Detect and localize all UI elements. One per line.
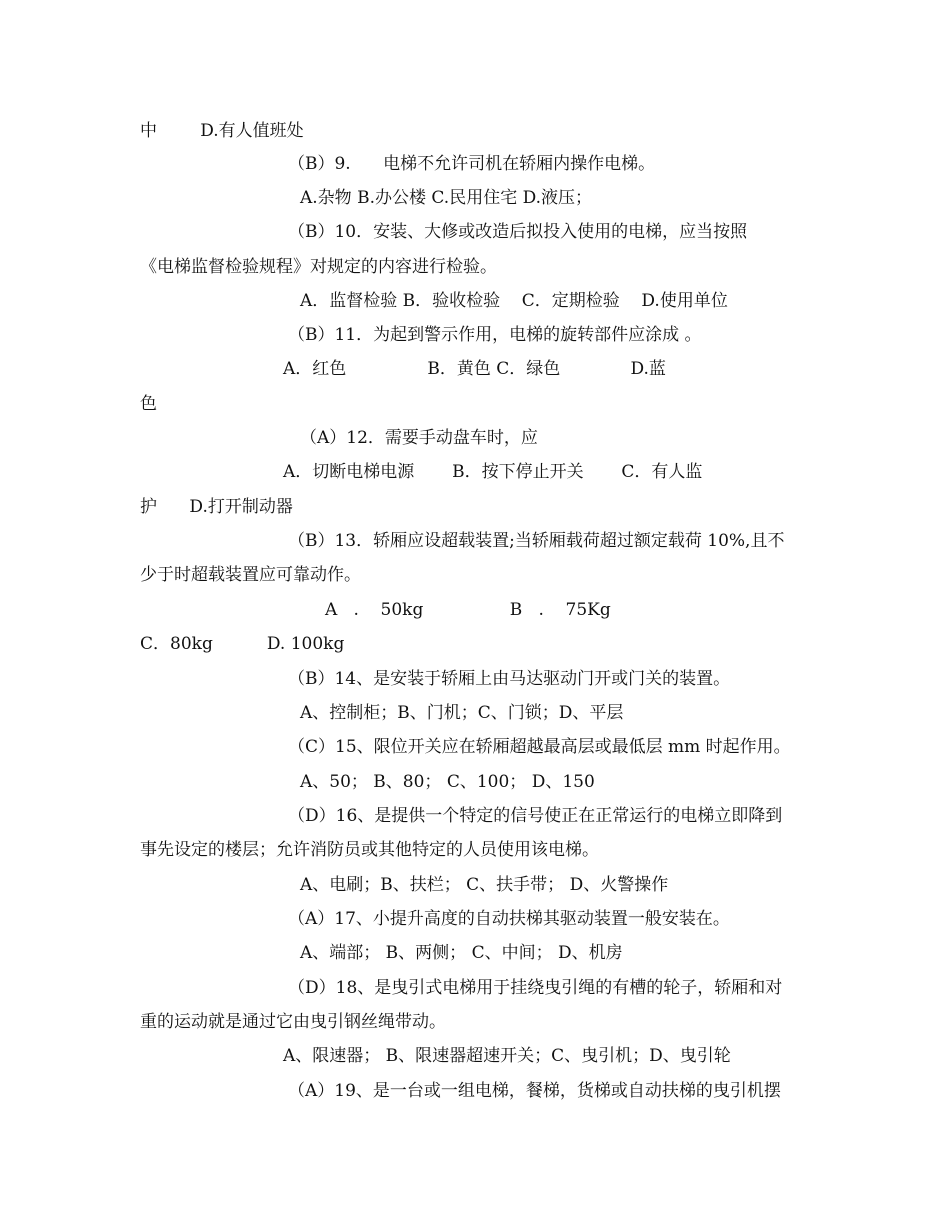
text-line: （B）9. 电梯不允许司机在轿厢内操作电梯。 bbox=[288, 154, 656, 174]
text-line: 护 D.打开制动器 bbox=[140, 497, 293, 517]
text-line: A、50； B、80； C、100； D、150 bbox=[300, 772, 595, 792]
text-line: A．切断电梯电源 B．按下停止开关 C．有人监 bbox=[283, 462, 703, 482]
text-line: （C）15、限位开关应在轿厢超越最高层或最低层 mm 时起作用。 bbox=[288, 737, 791, 757]
text-line: A.杂物 B.办公楼 C.民用住宅 D.液压； bbox=[300, 188, 593, 208]
text-line: C．80kg D. 100kg bbox=[140, 634, 345, 654]
text-line: 重的运动就是通过它由曳引钢丝绳带动。 bbox=[140, 1012, 446, 1032]
text-line: （D）18、是曳引式电梯用于挂绕曳引绳的有槽的轮子，轿厢和对 bbox=[288, 978, 783, 998]
text-line: A、端部； B、两侧； C、中间； D、机房 bbox=[300, 943, 623, 963]
text-line: A．监督检验 B．验收检验 C．定期检验 D.使用单位 bbox=[300, 291, 728, 311]
text-line: 事先设定的楼层；允许消防员或其他特定的人员使用该电梯。 bbox=[140, 840, 599, 860]
text-line: 中 D.有人值班处 bbox=[140, 121, 304, 141]
text-line: A．红色 B．黄色 C．绿色 D.蓝 bbox=[283, 359, 666, 379]
text-line: （A）19、是一台或一组电梯，餐梯，货梯或自动扶梯的曳引机摆 bbox=[288, 1081, 781, 1101]
text-line: A、限速器； B、限速器超速开关；C、曳引机；D、曳引轮 bbox=[283, 1046, 731, 1066]
text-line: （D）16、是提供一个特定的信号使正在正常运行的电梯立即降到 bbox=[288, 806, 783, 826]
text-line: 少于时超载装置应可靠动作。 bbox=[140, 565, 361, 585]
text-line: （B）10．安装、大修或改造后拟投入使用的电梯，应当按照 bbox=[288, 222, 748, 242]
text-line: A、电刷；B、扶栏； C、扶手带； D、火警操作 bbox=[300, 875, 669, 895]
text-line: 色 bbox=[140, 394, 157, 414]
text-line: 《电梯监督检验规程》对规定的内容进行检验。 bbox=[140, 257, 497, 277]
text-line: （B）14、是安装于轿厢上由马达驱动门开或门关的装置。 bbox=[288, 669, 731, 689]
text-line: A、控制柜；B、门机；C、门锁；D、平层 bbox=[300, 703, 624, 723]
text-line: A . 50kg B . 75Kg bbox=[325, 600, 611, 620]
text-line: （B）11．为起到警示作用，电梯的旋转部件应涂成 。 bbox=[288, 325, 702, 345]
text-line: （A）12．需要手动盘车时，应 bbox=[300, 428, 538, 448]
text-line: （A）17、小提升高度的自动扶梯其驱动装置一般安装在。 bbox=[288, 909, 730, 929]
text-line: （B）13．轿厢应设超载装置;当轿厢载荷超过额定载荷 10%,且不 bbox=[288, 531, 785, 551]
